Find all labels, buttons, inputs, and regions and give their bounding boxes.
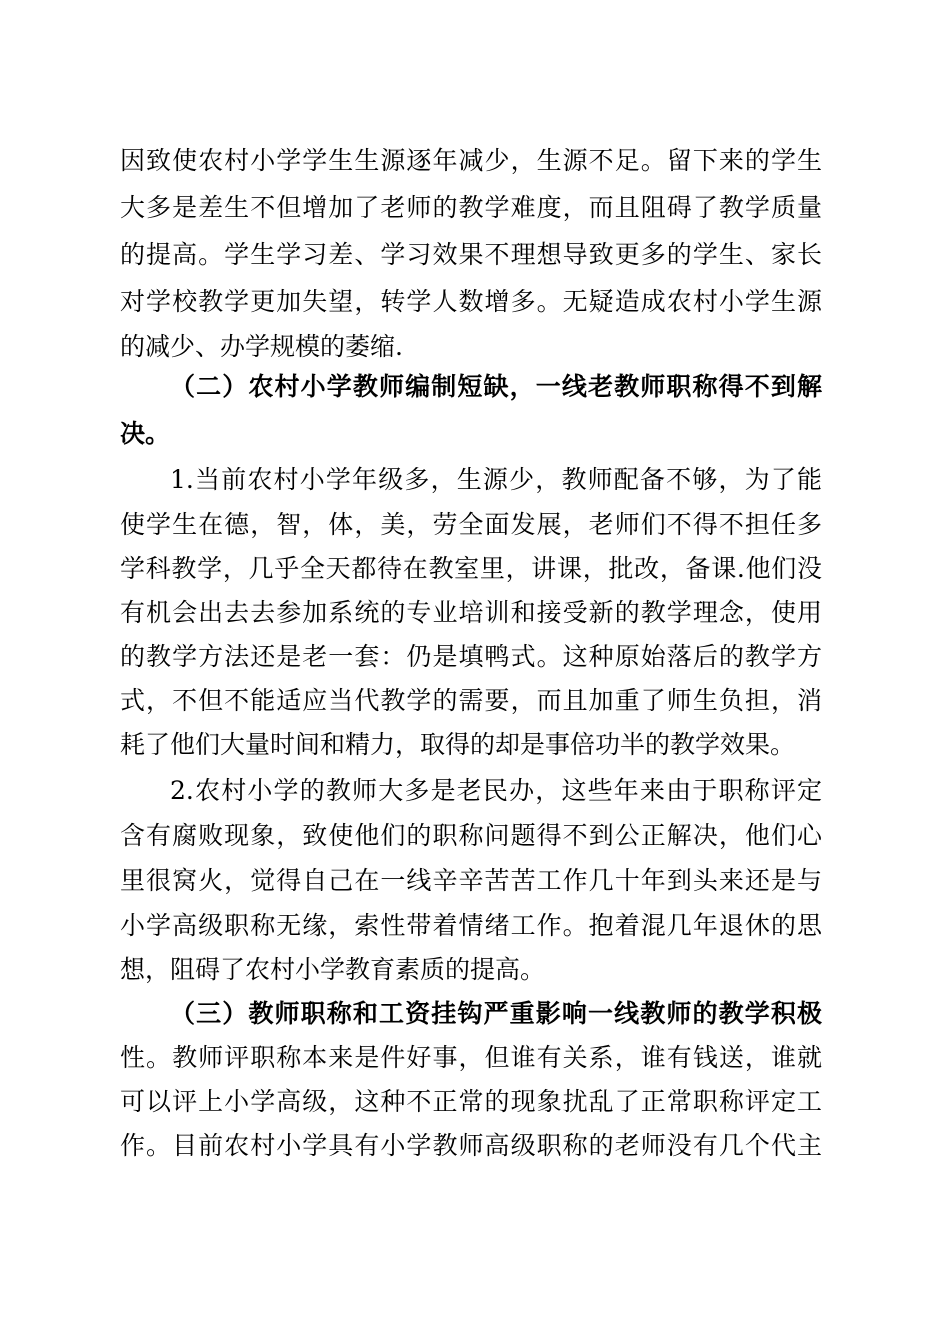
text-line: 里很窝火，觉得自己在一线辛辛苦苦工作几十年到头来还是与 [120,866,822,895]
section-heading-3: （三）教师职称和工资挂钩严重影响一线教师的教学积极 [170,999,822,1028]
text-line: 的提高。学生学习差、学习效果不理想导致更多的学生、家长 [120,240,822,269]
text-line: 可以评上小学高级，这种不正常的现象扰乱了正常职称评定工 [120,1087,822,1116]
text-line: 的教学方法还是老一套：仍是填鸭式。这种原始落后的教学方 [120,642,822,671]
text-line: 大多是差生不但增加了老师的教学难度，而且阻碍了教学质量 [120,193,822,222]
text-line: 想，阻碍了农村小学教育素质的提高。 [120,955,546,984]
text-line: 的减少、办学规模的萎缩. [120,332,403,361]
text-line: 耗了他们大量时间和精力，取得的却是事倍功半的教学效果。 [120,730,796,759]
text-line: 式，不但不能适应当代教学的需要，而且加重了师生负担，消 [120,686,822,715]
section-heading-2-cont: 决。 [120,419,171,448]
text-line: 2.农村小学的教师大多是老民办，这些年来由于职称评定 [170,776,822,805]
text-line: 对学校教学更加失望，转学人数增多。无疑造成农村小学生源 [120,287,822,316]
text-line: 作。目前农村小学具有小学教师高级职称的老师没有几个代主 [120,1131,822,1160]
text-line: 含有腐败现象，致使他们的职称问题得不到公正解决，他们心 [120,821,822,850]
text-line: 1.当前农村小学年级多，生源少，教师配备不够，为了能 [170,465,822,494]
text-line: 使学生在德，智，体，美，劳全面发展，老师们不得不担任多 [120,510,822,539]
text-line: 性。教师评职称本来是件好事，但谁有关系，谁有钱送，谁就 [120,1043,822,1072]
text-line: 因致使农村小学学生生源逐年减少，生源不足。留下来的学生 [120,146,822,175]
text-line: 有机会出去去参加系统的专业培训和接受新的教学理念，使用 [120,598,822,627]
section-heading-2: （二）农村小学教师编制短缺，一线老教师职称得不到解 [170,372,822,401]
text-line: 学科教学，几乎全天都待在教室里，讲课，批改，备课.他们没 [120,554,822,583]
text-line: 小学高级职称无缘，索性带着情绪工作。抱着混几年退休的思 [120,911,822,940]
